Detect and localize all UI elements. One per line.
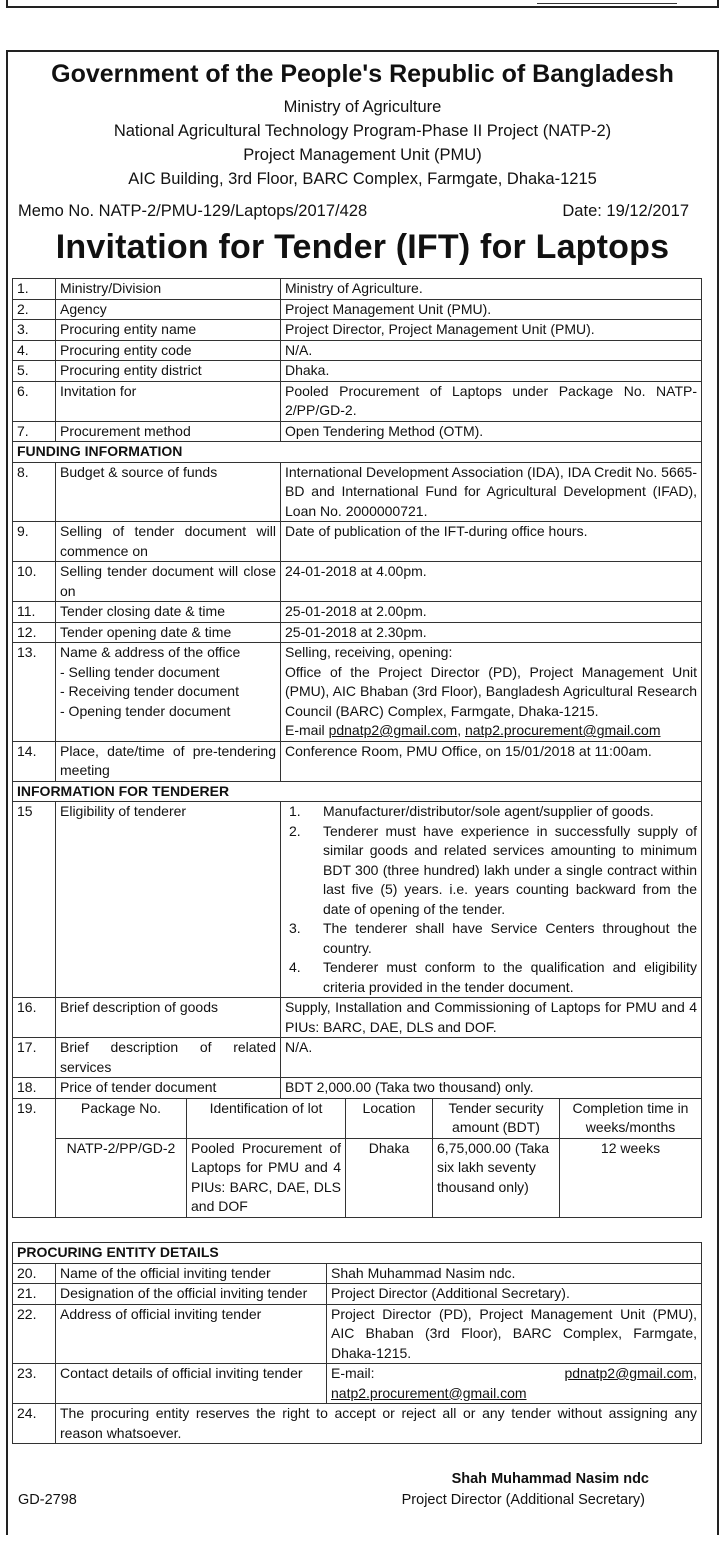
- project-line: National Agricultural Technology Program-Phase II Project (NATP-2): [113, 122, 612, 140]
- table-row: [13, 741, 702, 781]
- row-value: Shah Muhammad Nasim ndc.: [327, 1263, 702, 1284]
- row-number: 16.: [13, 998, 56, 1038]
- row-number: 2.: [13, 299, 56, 320]
- row-value: 25-01-2018 at 2.00pm.: [281, 602, 702, 623]
- lot-header: Package No.: [56, 1099, 187, 1139]
- row-value: Date of publication of the IFT-during office hours.: [281, 522, 702, 562]
- list-item: [285, 822, 697, 920]
- page-title: Invitation for Tender (IFT) for Laptops: [55, 228, 670, 266]
- tender-table: [12, 278, 702, 1218]
- row-label: Invitation for: [56, 381, 281, 421]
- row-number: 19.: [13, 1098, 56, 1217]
- row-label: Agency: [56, 299, 281, 320]
- row-number: 5.: [13, 361, 56, 382]
- table-row: [13, 340, 702, 361]
- lot-header: Completion time in weeks/months: [560, 1099, 702, 1139]
- row-number: 15: [13, 802, 56, 998]
- table-row: [13, 1364, 702, 1404]
- table-row: [13, 602, 702, 623]
- row-value: [327, 1364, 702, 1404]
- row-value: International Development Association (IDA), IDA Credit No. 5665-BD and International Fund for Agricultural Development (IFAD), Loan No. 2000000721.: [281, 462, 702, 522]
- notice-code: GD-2798: [18, 1492, 77, 1508]
- row-value: Pooled Procurement of Laptops under Package No. NATP-2/PP/GD-2.: [281, 381, 702, 421]
- receiving-label: - Receiving tender document: [60, 683, 239, 699]
- row-value: 24-01-2018 at 4.00pm.: [281, 562, 702, 602]
- row-number: 24.: [13, 1404, 56, 1444]
- table-row: [13, 562, 702, 602]
- table-row: [13, 381, 702, 421]
- row-value: Project Director (Additional Secretary).: [327, 1284, 702, 1305]
- lot-row: [56, 1138, 701, 1217]
- row-value: N/A.: [281, 1038, 702, 1078]
- row-number: 4.: [13, 340, 56, 361]
- row-value: The procuring entity reserves the right to accept or reject all or any tender without assigning any reason whatsoever.: [56, 1404, 702, 1444]
- address-line: AIC Building, 3rd Floor, BARC Complex, Farmgate, Dhaka-1215: [128, 170, 597, 188]
- lot-cell-value: 6,75,000.00 (Taka six lakh seventy thousand only): [433, 1138, 560, 1217]
- row-value: N/A.: [281, 340, 702, 361]
- table-row: [13, 802, 702, 998]
- list-item-text: Tenderer must conform to the qualification and eligibility criteria provided in the tender document.: [323, 959, 697, 995]
- procuring-table: [12, 1242, 702, 1444]
- lot-header: Location: [346, 1099, 433, 1139]
- row-value: Open Tendering Method (OTM).: [281, 421, 702, 442]
- table-row: [13, 320, 702, 341]
- table-row: [13, 622, 702, 643]
- row-number: 22.: [13, 1304, 56, 1364]
- list-item-text: Manufacturer/distributor/sole agent/supplier of goods.: [323, 803, 654, 819]
- list-item: [285, 802, 697, 822]
- row-label: Procuring entity district: [56, 361, 281, 382]
- table-row: [13, 299, 702, 320]
- row-value: Project Director (PD), Project Management Unit (PMU), AIC Bhaban (3rd Floor), BARC Complex, Farmgate, Dhaka-1215.: [327, 1304, 702, 1364]
- row-value: BDT 2,000.00 (Taka two thousand) only.: [281, 1078, 702, 1099]
- unit-line: Project Management Unit (PMU): [243, 146, 482, 164]
- row-number: 12.: [13, 622, 56, 643]
- list-item: [285, 919, 697, 958]
- table-row: [13, 279, 702, 300]
- row-number: 13.: [13, 643, 56, 742]
- row-value: Project Director, Project Management Unit (PMU).: [281, 320, 702, 341]
- row-label: Budget & source of funds: [56, 462, 281, 522]
- email-separator: ,: [457, 722, 465, 738]
- section-tenderer: [13, 781, 702, 802]
- email-link[interactable]: natp2.procurement@gmail.com: [464, 722, 661, 738]
- list-item-number: 2.: [289, 822, 301, 839]
- eligibility-list: [285, 802, 697, 997]
- email-label: E-mail: [285, 722, 329, 738]
- row-label: Brief description of related services: [56, 1038, 281, 1078]
- row-label: Tender closing date & time: [56, 602, 281, 623]
- table-row: [13, 522, 702, 562]
- row-label: Brief description of goods: [56, 998, 281, 1038]
- row-label: Procuring entity code: [56, 340, 281, 361]
- government-heading: Government of the People's Republic of Bangladesh: [51, 60, 674, 88]
- row-label: Selling tender document will close on: [56, 562, 281, 602]
- email-link[interactable]: pdnatp2@gmail.com: [328, 722, 458, 738]
- office-emails: [285, 721, 697, 741]
- table-row: [13, 1078, 702, 1099]
- contact-line: [331, 1364, 697, 1384]
- memo-number: Memo No. NATP-2/PMU-129/Laptops/2017/428: [18, 202, 368, 220]
- row-label: Place, date/time of pre-tendering meeting: [56, 741, 281, 781]
- row-number: 20.: [13, 1263, 56, 1284]
- row-label: Ministry/Division: [56, 279, 281, 300]
- section-funding: [13, 442, 702, 463]
- row-label: Procuring entity name: [56, 320, 281, 341]
- table-row: [13, 1284, 702, 1305]
- signatory-name: Shah Muhammad Nasim ndc: [451, 1471, 649, 1487]
- row-label: Procurement method: [56, 421, 281, 442]
- signatory-designation: Project Director (Additional Secretary): [401, 1492, 645, 1508]
- top-clipped-border: [6, 0, 719, 8]
- opening-label: - Opening tender document: [60, 702, 231, 719]
- list-item: [285, 958, 697, 997]
- row-label: Designation of the official inviting tender: [56, 1284, 327, 1305]
- row-label: Address of official inviting tender: [56, 1304, 327, 1364]
- lot-table: [56, 1099, 701, 1217]
- list-item-number: 1.: [289, 803, 301, 819]
- lot-cell-value: NATP-2/PP/GD-2: [56, 1138, 187, 1217]
- lot-cell: [56, 1098, 702, 1217]
- row-number: 10.: [13, 562, 56, 602]
- clipped-underline: [537, 3, 677, 4]
- lot-header: Identification of lot: [187, 1099, 346, 1139]
- row-number: 1.: [13, 279, 56, 300]
- memo-date: Date: 19/12/2017: [562, 202, 689, 220]
- row-number: 11.: [13, 602, 56, 623]
- table-row: [13, 1404, 702, 1444]
- table-row: [13, 421, 702, 442]
- row-number: 6.: [13, 381, 56, 421]
- lot-cell-value: Pooled Procurement of Laptops for PMU and 4 PIUs: BARC, DAE, DLS and DOF: [187, 1138, 346, 1217]
- section-procuring: [13, 1243, 702, 1264]
- row-value: Supply, Installation and Commissioning of Laptops for PMU and 4 PIUs: BARC, DAE, DLS and DOF.: [281, 998, 702, 1038]
- row-label: Eligibility of tenderer: [56, 802, 281, 998]
- table-row: [13, 361, 702, 382]
- row-value: Dhaka.: [281, 361, 702, 382]
- table-row: [13, 462, 702, 522]
- email-link[interactable]: natp2.procurement@gmail.com: [331, 1384, 527, 1401]
- row-number: 14.: [13, 741, 56, 781]
- lot-cell-value: Dhaka: [346, 1138, 433, 1217]
- row-number: 17.: [13, 1038, 56, 1078]
- row-number: 18.: [13, 1078, 56, 1099]
- row-label: Selling of tender document will commence on: [56, 522, 281, 562]
- table-row: [13, 998, 702, 1038]
- section-title: FUNDING INFORMATION: [13, 442, 702, 463]
- row-value: Ministry of Agriculture.: [281, 279, 702, 300]
- lot-header-row: [56, 1099, 701, 1139]
- row-value: [281, 802, 702, 998]
- table-row: [13, 643, 702, 742]
- ministry-line: Ministry of Agriculture: [283, 98, 442, 116]
- row-label: [56, 643, 281, 742]
- table-row: [13, 1263, 702, 1284]
- list-item-text: The tenderer shall have Service Centers throughout the country.: [323, 920, 697, 956]
- office-label: Name & address of the office: [60, 644, 241, 660]
- email-label: E-mail:: [331, 1365, 375, 1381]
- row-value: Conference Room, PMU Office, on 15/01/2018 at 11:00am.: [281, 741, 702, 781]
- row-value: 25-01-2018 at 2.30pm.: [281, 622, 702, 643]
- row-value: Project Management Unit (PMU).: [281, 299, 702, 320]
- row-label: Price of tender document: [56, 1078, 281, 1099]
- email-link[interactable]: pdnatp2@gmail.com,: [564, 1365, 697, 1381]
- office-intro: Selling, receiving, opening:: [285, 644, 453, 660]
- row-number: 9.: [13, 522, 56, 562]
- list-item-number: 4.: [289, 959, 301, 975]
- row-number: 7.: [13, 421, 56, 442]
- list-item-text: Tenderer must have experience in successfully supply of similar goods and related services amounting to minimum BDT 300 (three hundred) lakh under a single contract within last five (5) years. i.e. years counting backward from the date of opening of the tender.: [323, 822, 697, 917]
- lot-header: Tender security amount (BDT): [433, 1099, 560, 1139]
- row-number: 23.: [13, 1364, 56, 1404]
- row-label: Tender opening date & time: [56, 622, 281, 643]
- section-title: PROCURING ENTITY DETAILS: [13, 1243, 702, 1264]
- lot-cell-value: 12 weeks: [560, 1138, 702, 1217]
- row-label: Contact details of official inviting tender: [56, 1364, 327, 1404]
- row-number: 21.: [13, 1284, 56, 1305]
- office-address: Office of the Project Director (PD), Project Management Unit (PMU), AIC Bhaban (3rd Floor), Bangladesh Agricultural Research Council (BARC) Complex, Farmgate, Dhaka-1215.: [285, 663, 697, 719]
- section-title: INFORMATION FOR TENDERER: [13, 781, 702, 802]
- table-row: [13, 1098, 702, 1217]
- row-label: Name of the official inviting tender: [56, 1263, 327, 1284]
- row-number: 3.: [13, 320, 56, 341]
- list-item-number: 3.: [289, 920, 301, 936]
- row-number: 8.: [13, 462, 56, 522]
- selling-label: - Selling tender document: [60, 663, 220, 680]
- table-row: [13, 1038, 702, 1078]
- row-value: [281, 643, 702, 742]
- table-row: [13, 1304, 702, 1364]
- header-block: [0, 95, 725, 191]
